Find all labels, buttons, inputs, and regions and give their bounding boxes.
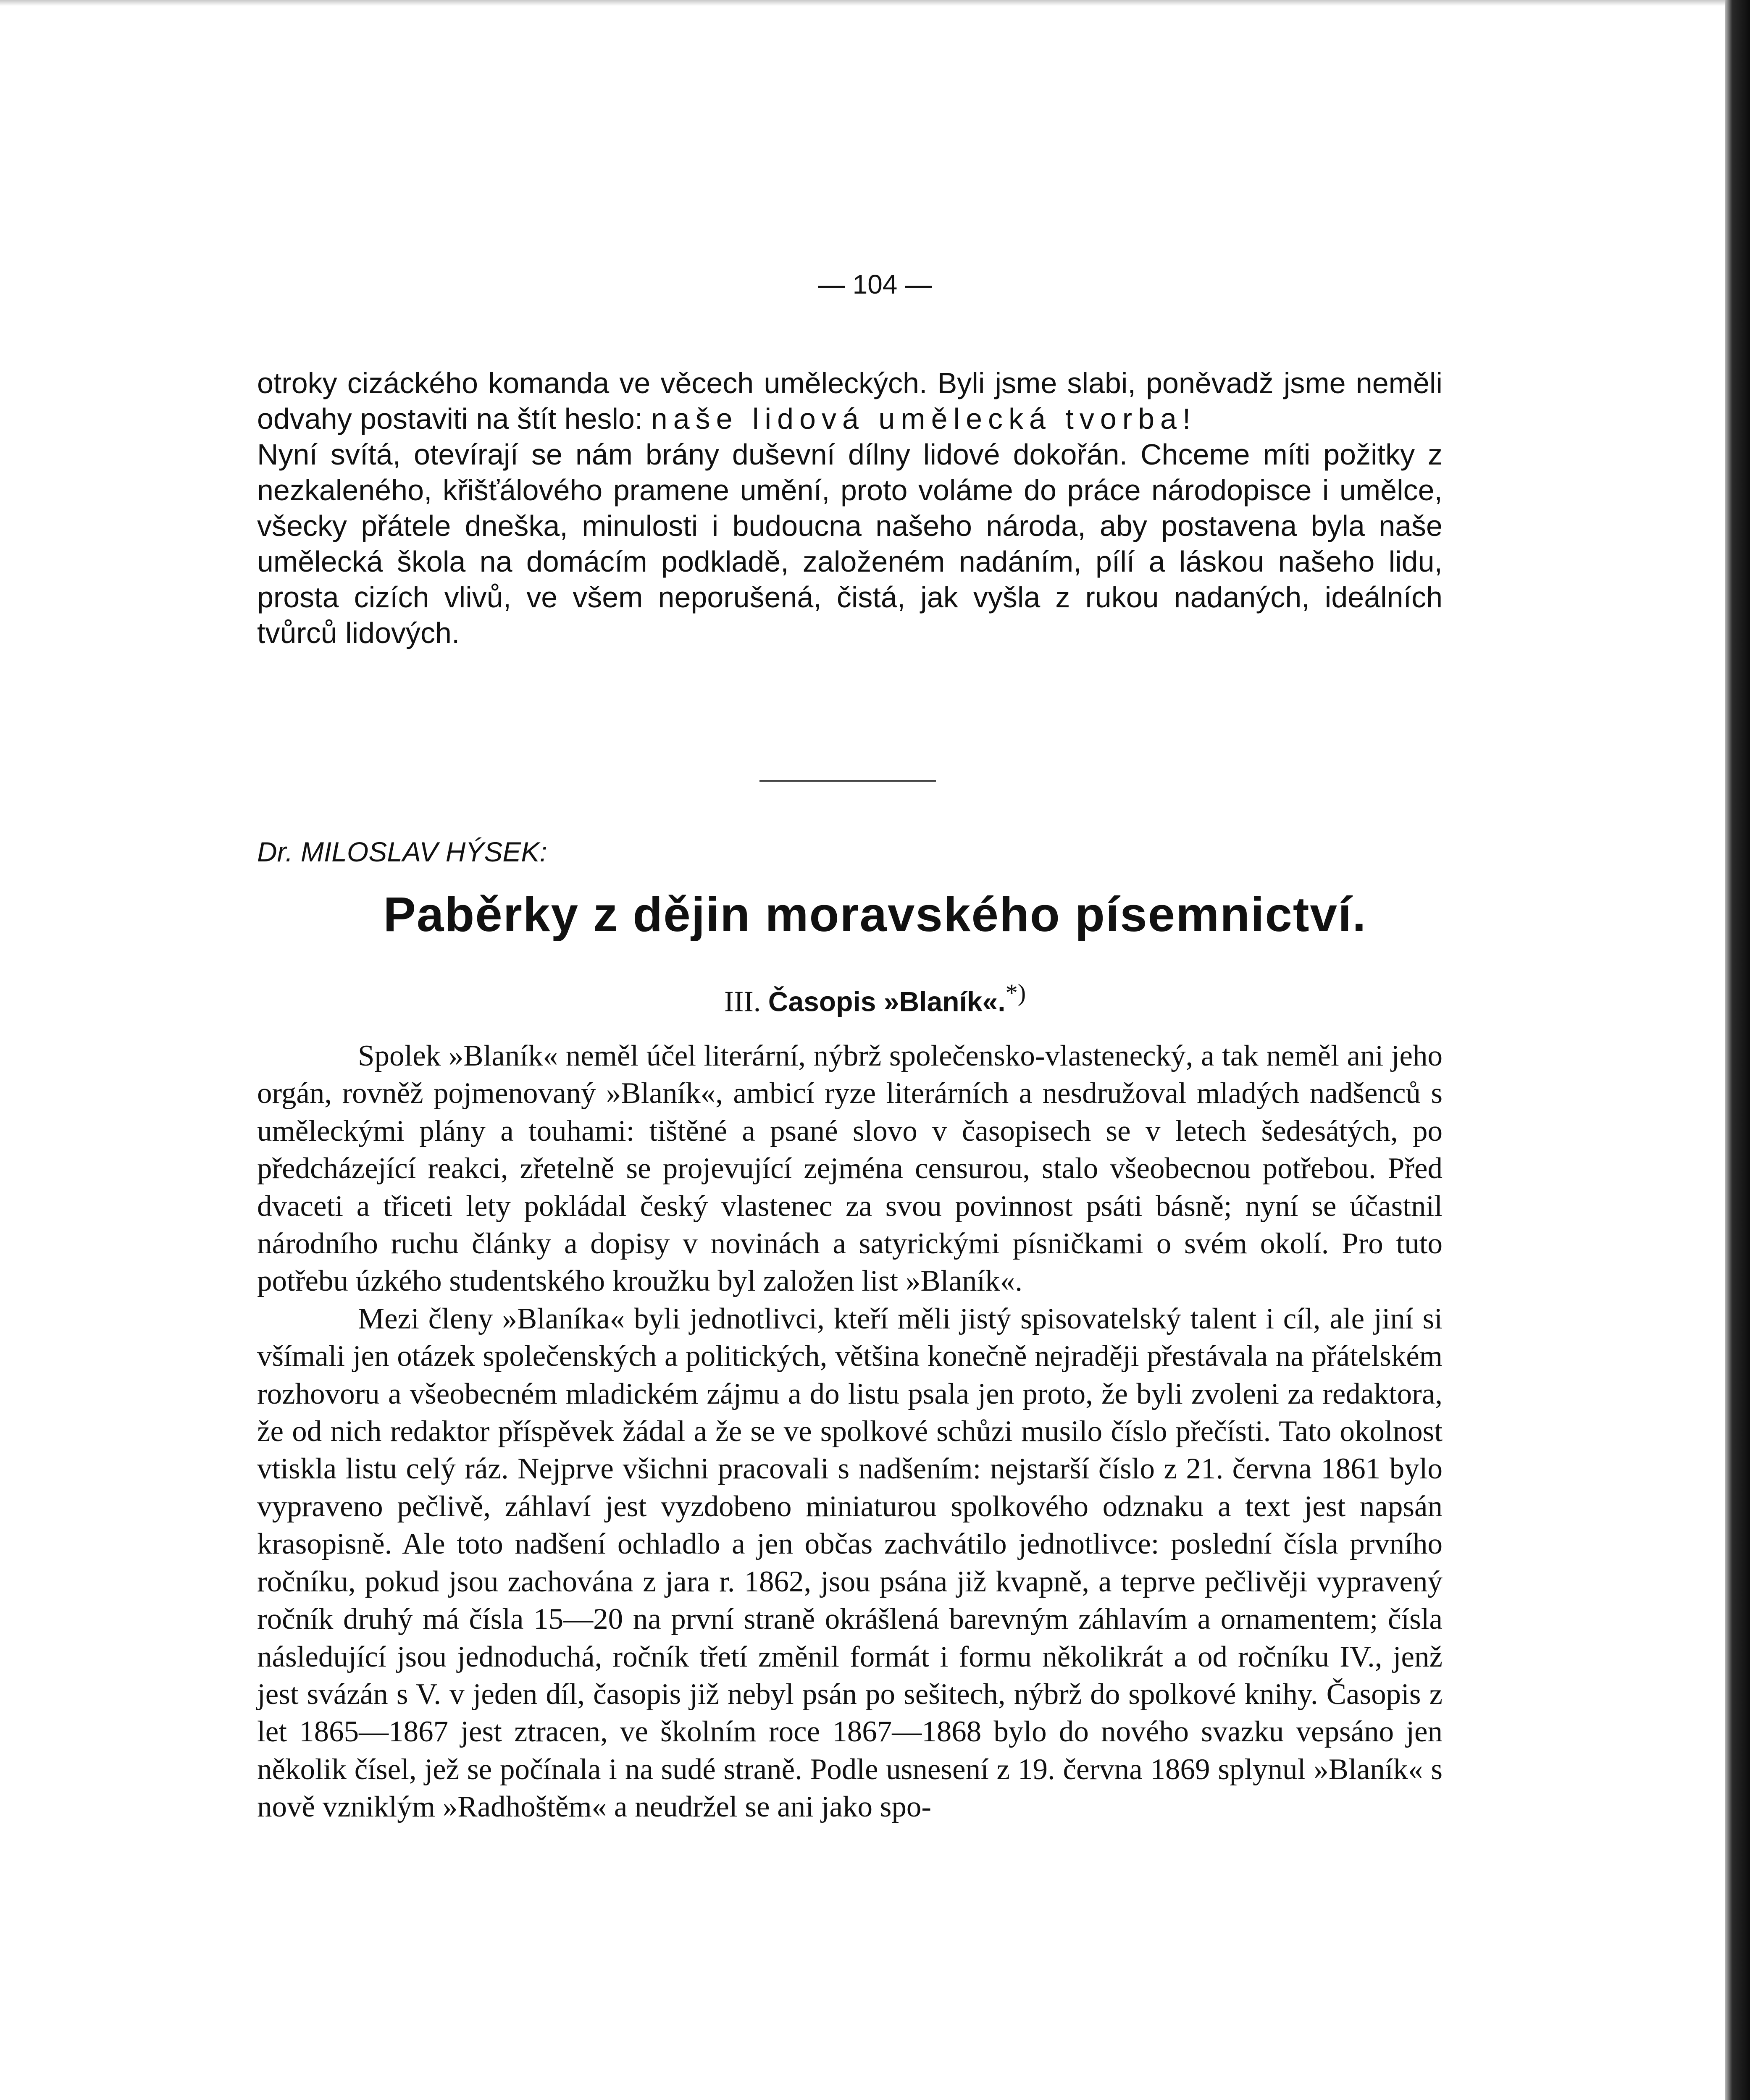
body-paragraph: Spolek »Blaník« neměl účel literární, nýbrž společensko-vlastenecký, a tak neměl ani jeho orgán, rovněž pojmenovaný »Blaník«, ambicí ryze literárních a nesdružoval mladých nadšenců s uměleckými plány a touhami: tištěné a psané slovo v časopisech se v letech šedesátých, po předcházející reakci, zřetelně se projevující zejména censurou, stalo všeobecnou potřebou. Před dvaceti a třiceti lety pokládal český vlastenec za svou povinnost psáti básně; nyní se účastnil národního ruchu články a dopisy v novinách a satyrickými písničkami o svém okolí. Pro tuto potřebu úzkého studentského kroužku byl založen list »Blaník«. <box>257 1040 1443 1298</box>
section-heading <box>0 979 1750 1018</box>
section-number: III. <box>724 985 761 1018</box>
intro-paragraph-1-text: otroky cizáckého komanda ve věcech uměleckých. Byli jsme slabi, poněvadž jsme neměli odvahy postaviti na štít heslo: <box>257 367 1443 435</box>
article-body <box>257 1037 1443 1826</box>
intro-paragraph-2: Nyní svítá, otevírají se nám brány duševní dílny lidové dokořán. Chceme míti požitky z nezkaleného, křišťálového pramene umění, proto voláme do práce národopisce i umělce, všecky přátele dneška, minulosti i budoucna našeho národa, aby postavena byla naše umělecká škola na domácím podkladě, založeném nadáním, pílí a láskou našeho lidu, prosta cizích vlivů, ve všem neporušená, čistá, jak vyšla z rukou nadaných, ideálních tvůrců lidových. <box>257 438 1443 649</box>
motto: naše lidová umělecká tvorba! <box>651 402 1197 435</box>
scan-edge-right <box>1725 0 1750 2100</box>
divider-rule <box>759 780 936 782</box>
intro-text <box>257 365 1443 651</box>
scan-edge-top <box>0 0 1750 6</box>
article-title: Paběrky z dějin moravského písemnictví. <box>383 887 1367 942</box>
footnote-mark: *) <box>1005 979 1026 1006</box>
page-number: — 104 — <box>818 269 932 299</box>
author: Dr. MILOSLAV HÝSEK: <box>257 836 547 867</box>
intro-paragraph-1 <box>257 365 1443 437</box>
section-title: Časopis »Blaník«. <box>768 986 1006 1017</box>
body-paragraph: Mezi členy »Blaníka« byli jednotlivci, kteří měli jistý spisovatelský talent i cíl, ale jiní si všímali jen otázek společenských a politických, většina konečně nejraději přestávala na přátelském rozhovoru a všeobecném mladickém zájmu a do listu psala jen proto, že byli zvoleni za redaktora, že od nich redaktor příspěvek žádal a že se ve spolkové schůzi musilo číslo přečísti. Tato okolnost vtiskla listu celý ráz. Nejprve všichni pracovali s nadšením: nejstarší číslo z 21. června 1861 bylo vypraveno pečlivě, záhlaví jest vyzdobeno miniaturou spolkového odznaku a text jest napsán krasopisně. Ale toto nadšení ochladlo a jen občas zachvátilo jednotlivce: poslední čísla prvního ročníku, pokud jsou zachována z jara r. 1862, jsou psána již kvapně, a teprve pečlivěji vypravený ročník druhý má čísla 15—20 na první straně okrášlená barevným záhlavím a ornamentem; čísla následující jsou jednoduchá, ročník třetí změnil formát i formu několikrát a od ročníku IV., jenž jest svázán s V. v jeden díl, časopis již nebyl psán po sešitech, nýbrž do spolkové knihy. Časopis z let 1865—1867 jest ztracen, ve školním roce 1867—1868 bylo do nového svazku vepsáno jen několik čísel, jež se počínala i na sudé straně. Podle usnesení z 19. června 1869 splynul »Blaník« s nově vzniklým »Radhoštěm« a neudržel se ani jako spo- <box>257 1302 1443 1824</box>
